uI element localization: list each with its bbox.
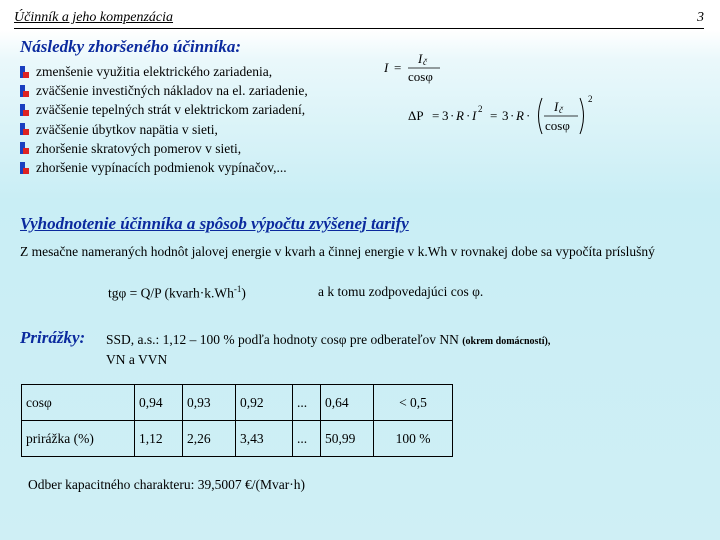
surcharge-text: SSD, a.s.: 1,12 – 100 % podľa hodnoty cosφ pre odberateľov NN (okrem domácností), VN a VVN	[106, 332, 551, 367]
table-cell: 0,93	[183, 385, 236, 421]
list-item: zmenšenie využitia elektrického zariadenia,	[20, 62, 308, 81]
table-cell: 0,64	[321, 385, 374, 421]
table-row	[22, 385, 453, 421]
svg-text:·: ·	[466, 108, 471, 123]
formula-losses-eq: =	[432, 108, 440, 123]
bullet-icon	[20, 66, 29, 78]
section-heading-surcharges: Prirážky:	[20, 328, 86, 347]
svg-text:=: =	[490, 108, 498, 123]
evaluation-paragraph: Z mesačne nameraných hodnôt jalovej energie v kvarh a činnej energie v k.Wh v rovnakej dobe sa vypočíta príslušný	[20, 244, 655, 259]
paren-left	[539, 98, 543, 134]
bullet-icon	[20, 85, 29, 97]
svg-text:2: 2	[588, 94, 593, 104]
table-cell: 50,99	[321, 421, 374, 457]
formula-losses-exp: 2	[478, 104, 483, 114]
surcharge-table	[21, 384, 453, 457]
formula-losses-factor: 3	[442, 108, 449, 123]
svg-text:cosφ: cosφ	[545, 118, 570, 133]
formula-losses-r: R	[456, 108, 464, 123]
cosine-note: a k tomu zodpovedajúci cos φ.	[318, 284, 484, 299]
list-item: zhoršenie skratových pomerov v sieti,	[20, 139, 308, 158]
bullet-icon	[20, 162, 29, 174]
table-cell: 100 %	[374, 421, 453, 457]
capacitive-charge-note: Odber kapacitného charakteru: 39,5007 €/(Mvar·h)	[28, 477, 306, 492]
table-cell: 3,43	[236, 421, 293, 457]
consequences-list	[20, 62, 308, 177]
svg-text:R: R	[516, 108, 524, 123]
paren-right	[580, 98, 584, 134]
bullet-icon	[20, 104, 29, 116]
page-header-title: Účinník a jeho kompenzácia	[14, 10, 174, 25]
table-cell: ...	[293, 385, 321, 421]
svg-text:3: 3	[502, 108, 509, 123]
section-heading-consequences: Následky zhoršeného účinníka:	[20, 37, 242, 56]
bullet-icon	[20, 123, 29, 135]
formula-losses	[408, 92, 608, 142]
table-cell: 1,12	[135, 421, 183, 457]
formula-losses-lhs: ΔP	[408, 108, 424, 123]
formula-current	[384, 50, 454, 86]
svg-text:I: I	[554, 99, 559, 114]
table-cell: < 0,5	[374, 385, 453, 421]
table-cell: 0,92	[236, 385, 293, 421]
section-heading-evaluation: Vyhodnotenie účinníka a spôsob výpočtu zvýšenej tarify	[20, 214, 409, 233]
list-item: zväčšenie tepelných strát v elektrickom zariadení,	[20, 100, 308, 119]
svg-text:·: ·	[450, 108, 455, 123]
formula-current-den: cosφ	[408, 69, 433, 84]
list-item: zväčšenie investičných nákladov na el. zariadenie,	[20, 81, 308, 100]
list-item: zhoršenie vypínacích podmienok vypínačov,...	[20, 158, 308, 177]
table-cell: 2,26	[183, 421, 236, 457]
svg-text:·: ·	[526, 108, 531, 123]
formula-current-num-sub: č	[423, 57, 427, 67]
svg-text:č: č	[559, 105, 563, 115]
table-cell: prirážka (%)	[22, 421, 135, 457]
tangent-formula: tgφ = Q/P $(kvarh\cdot k.Wh^{-1})$	[108, 284, 246, 301]
table-cell: cosφ	[22, 385, 135, 421]
bullet-icon	[20, 142, 29, 154]
list-item: zväčšenie úbytkov napätia v sieti,	[20, 120, 308, 139]
formula-current-lhs: I	[384, 60, 389, 75]
svg-text:·: ·	[510, 108, 515, 123]
table-cell: 0,94	[135, 385, 183, 421]
table-row	[22, 421, 453, 457]
header-divider	[14, 28, 704, 29]
formula-losses-i: I	[472, 108, 477, 123]
formula-current-eq: =	[394, 60, 402, 75]
formula-current-num: I	[418, 51, 423, 66]
table-cell: ...	[293, 421, 321, 457]
page-number: 3	[697, 10, 704, 25]
